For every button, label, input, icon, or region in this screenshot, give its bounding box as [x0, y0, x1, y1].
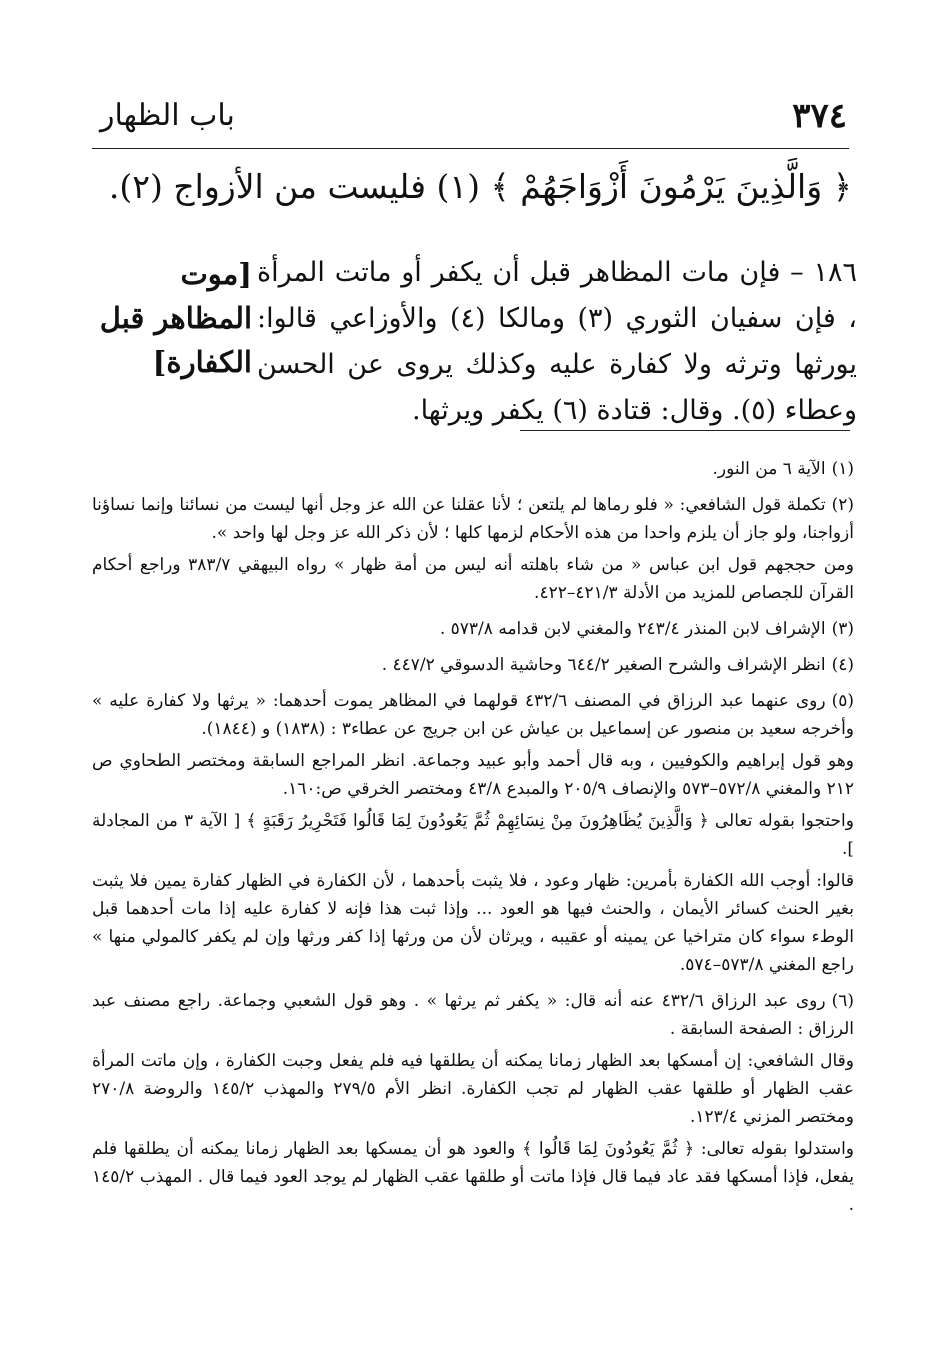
footnote-1 — [92, 455, 854, 483]
footnote-paragraph: ومن حججهم قول ابن عباس « من شاء باهلته أنه ليس من أمة ظهار » رواه البيهقي ٣٨٣/٧ وراجع أحكام القرآن للجصاص للمزيد من الأدلة ٤٢١/٣–٤٢٢. — [92, 555, 854, 603]
page-header — [92, 92, 847, 142]
footnote-6 — [92, 987, 854, 1219]
footnotes — [92, 455, 854, 1227]
main-section — [92, 250, 857, 430]
footnote-paragraph: وقال الشافعي: إن أمسكها بعد الظهار زمانا يمكنه أن يطلقها فيه فلم يفعل وجبت الكفارة ، وإن ماتت المرأة عقب الظهار أو طلقها عقب الظهار لم تجب الكفارة. انظر الأم ٢٧٩/٥ والمهذب ١٤٥/٢ والروضة ٢٧٠/٨ ومختصر المزني ١٢٣/٤. — [92, 1051, 855, 1127]
section-186-text: ١٨٦ – فإن مات المظاهر قبل أن يكفر أو ماتت المرأة ، فإن سفيان الثوري (٣) ومالكا (٤) والأوزاعي قالوا: يورثها وترثه ولا كفارة عليه وكذلك يروى عن الحسن وعطاء (٥). وقال: قتادة (٦) يكفر ويرثها. — [257, 257, 857, 426]
footnote-number: (٥) — [831, 691, 854, 711]
margin-heading: [موت المظاهر قبل الكفارة] — [99, 257, 252, 379]
footnote-text: روى عبد الرزاق ٤٣٢/٦ عنه أنه قال: « يكفر ثم يرثها » . وهو قول الشعبي وجماعة. راجع مصنف عبد الرزاق : الصفحة السابقة . — [92, 991, 854, 1039]
chapter-title: باب الظهار — [100, 98, 235, 133]
footnote-number: (٢) — [831, 495, 854, 515]
footnote-2 — [92, 491, 854, 607]
footnote-3 — [92, 615, 854, 643]
footnote-text: الآية ٦ من النور. — [712, 459, 826, 479]
footnote-text: الإشراف لابن المنذر ٢٤٣/٤ والمغني لابن قدامه ٥٧٣/٨ . — [439, 619, 826, 639]
footnote-4 — [92, 651, 854, 679]
footnote-text: تكملة قول الشافعي: « فلو رماها لم يلتعن ؛ لأنا عقلنا عن الله عز وجل أنها ليست من نسائنا وإنما نساؤنا أزواجنا، ولو جاز أن يلزم واحدا من هذه الأحكام لزمها كلها ؛ لأن ذكر الله عز وجل لها واحد ». — [92, 495, 854, 543]
footnote-text: روى عنهما عبد الرزاق في المصنف ٤٣٢/٦ قولهما في المظاهر يموت أحدهما: « يرثها ولا كفارة عليه » وأخرجه سعيد بن منصور عن إسماعيل بن عياش عن ابن جريج عن عطاء٣ : (١٨٣٨) و (١٨٤٤). — [92, 691, 854, 739]
page-number: ٣٧٤ — [792, 96, 847, 136]
quran-verse-line: ﴿ وَالَّذِينَ يَرْمُونَ أَزْوَاجَهُمْ ﴾ (١) فليست من الأزواج (٢). — [108, 167, 852, 206]
footnote-paragraph: وهو قول إبراهيم والكوفيين ، وبه قال أحمد وأبو عبيد وجماعة. انظر المراجع السابقة ومختصر الطحاوي ص ٢١٢ والمغني ٥٧٢/٨–٥٧٣ والإنصاف ٢٠٥/٩ والمبدع ٤٣/٨ ومختصر الخرقي ص:١٦٠. — [92, 751, 854, 799]
footnote-paragraph: واحتجوا بقوله تعالى ﴿ وَالَّذِينَ يُظَاهِرُونَ مِنْ نِسَائِهِمْ ثُمَّ يَعُودُونَ لِمَا قَالُوا فَتَحْرِيرُ رَقَبَةٍ ﴾ [ الآية ٣ من المجادلة ]. — [92, 811, 854, 859]
footnote-text: انظر الإشراف والشرح الصغير ٦٤٤/٢ وحاشية الدسوقي ٤٤٧/٢ . — [381, 655, 826, 675]
footnote-paragraph: قالوا: أوجب الله الكفارة بأمرين: ظهار وعود ، فلا يثبت بأحدهما ، لأن الكفارة في الظهار كفارة يمين فلا يثبت بغير الحنث كسائر الأيمان ، والحنث فيها هو العود ... وإذا ثبت هذا فإنه لا كفارة عليه إذا مات أحدهما قبل الوطء سواء كان متراخيا عن يمينه أو عقيبه ، ويرثان لأن من ورثها إذا كفر ورثها وإن لم يكفر كالمولي منها » راجع المغني ٥٧٣/٨–٥٧٤. — [92, 871, 854, 975]
footnote-paragraph: واستدلوا بقوله تعالى: ﴿ ثُمَّ يَعُودُونَ لِمَا قَالُوا ﴾ والعود هو أن يمسكها بعد الظهار زمانا يمكنه أن يطلقها فلم يفعل، فإذا أمسكها فقد عاد فيما قال فإذا ماتت أو طلقها عقب الظهار لم يوجد العود فيما قال . المهذب ١٤٥/٢ . — [92, 1139, 855, 1215]
footnote-5 — [92, 687, 854, 979]
footnote-number: (٦) — [831, 991, 854, 1011]
footnote-number: (٣) — [831, 619, 854, 639]
footnote-divider — [520, 430, 850, 431]
header-divider — [92, 148, 849, 149]
footnote-number: (٤) — [831, 655, 854, 675]
footnote-number: (١) — [831, 459, 854, 479]
